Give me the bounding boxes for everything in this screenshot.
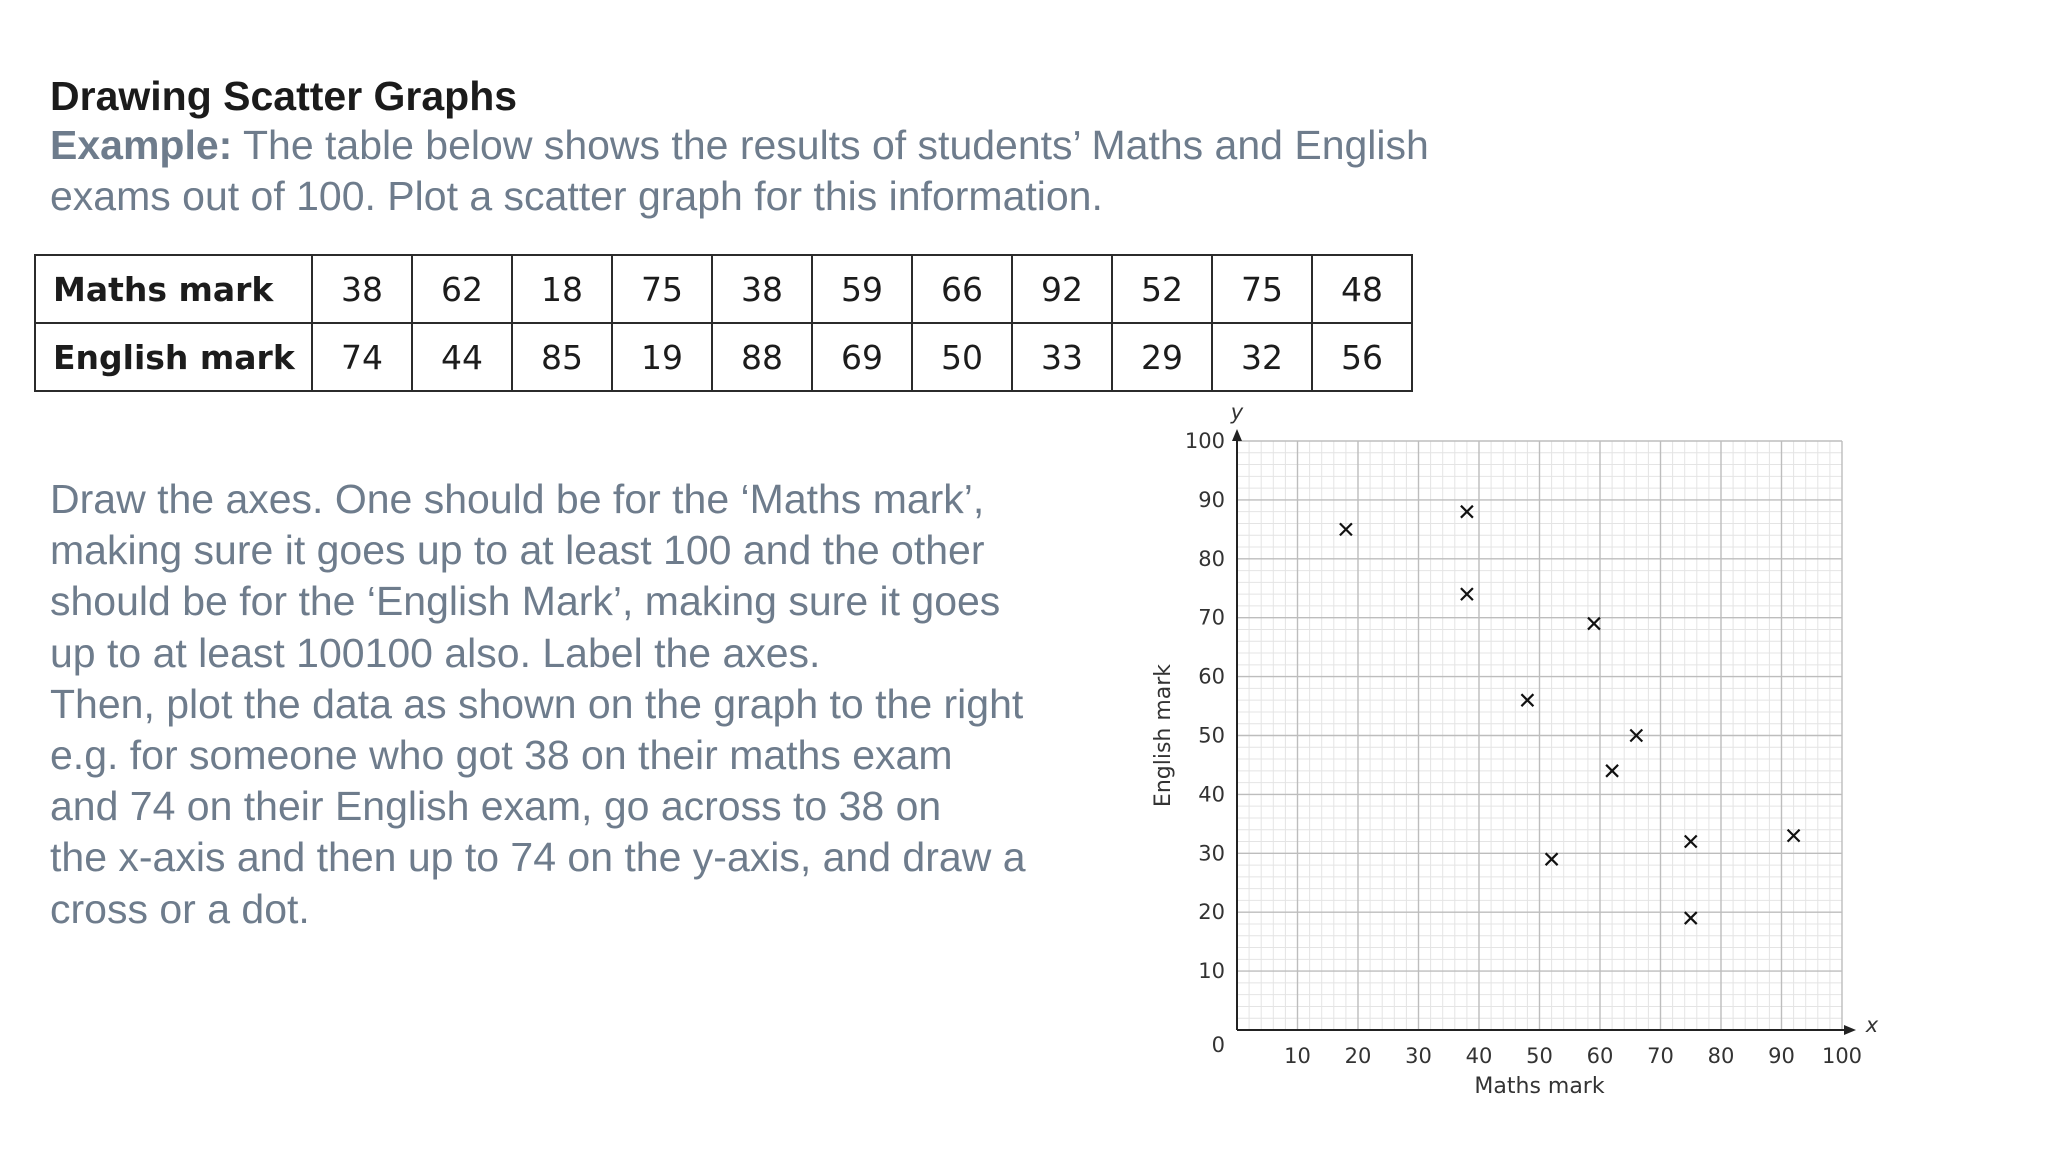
- x-tick-label: 30: [1405, 1044, 1432, 1068]
- instruction-line: up to at least 100100 also. Label the axes.: [50, 629, 821, 676]
- table-cell: 50: [912, 323, 1012, 391]
- data-point-cross: [1461, 506, 1473, 518]
- page-title: Drawing Scatter Graphs: [50, 73, 518, 119]
- y-axis-letter: y: [1230, 400, 1244, 424]
- x-tick-label: 90: [1768, 1044, 1795, 1068]
- x-tick-label: 100: [1821, 1044, 1863, 1068]
- table-cell: 66: [912, 255, 1012, 323]
- y-axis-title: English mark: [1151, 663, 1176, 808]
- table-cell: 92: [1012, 255, 1112, 323]
- table-cell: 75: [612, 255, 712, 323]
- table-cell: 59: [812, 255, 912, 323]
- data-point-cross: [1685, 912, 1697, 924]
- row-header: Maths mark: [35, 255, 312, 323]
- instruction-line: the x-axis and then up to 74 on the y-axis, and draw a: [50, 834, 1026, 881]
- table-cell: 38: [312, 255, 412, 323]
- y-tick-label: 90: [1198, 487, 1225, 512]
- data-point-cross: [1685, 836, 1697, 848]
- example-line-1: [50, 120, 1550, 171]
- table-cell: 38: [712, 255, 812, 323]
- data-point-cross: [1606, 765, 1618, 777]
- data-point-cross: [1630, 730, 1642, 742]
- x-tick-label: 40: [1465, 1044, 1493, 1068]
- table-row: [35, 323, 1412, 391]
- table-cell: 29: [1112, 323, 1212, 391]
- table-cell: 62: [412, 255, 512, 323]
- table-cell: 32: [1212, 323, 1312, 391]
- origin-label: 0: [1211, 1033, 1225, 1057]
- x-tick-label: 70: [1647, 1044, 1674, 1068]
- x-tick-label: 20: [1344, 1044, 1372, 1068]
- instruction-line: should be for the ‘English Mark’, making sure it goes: [50, 578, 1001, 625]
- table-cell: 69: [812, 323, 912, 391]
- example-line-2: exams out of 100. Plot a scatter graph for this information.: [50, 173, 1103, 219]
- instruction-line: Then, plot the data as shown on the graph to the right: [50, 680, 1024, 727]
- y-tick-label: 20: [1198, 900, 1225, 925]
- x-tick-label: 80: [1707, 1044, 1735, 1068]
- data-point-cross: [1546, 853, 1558, 865]
- data-point-cross: [1340, 523, 1352, 535]
- example-lead: Example:: [50, 122, 233, 168]
- instruction-line: cross or a dot.: [50, 885, 310, 932]
- table-cell: 33: [1012, 323, 1112, 391]
- x-axis-title: Maths mark: [1474, 1074, 1605, 1099]
- table-cell: 52: [1112, 255, 1212, 323]
- x-tick-label: 60: [1586, 1044, 1614, 1068]
- row-header: English mark: [35, 323, 312, 391]
- table-cell: 18: [512, 255, 612, 323]
- y-tick-label: 80: [1198, 546, 1225, 571]
- table-cell: 48: [1312, 255, 1412, 323]
- table-cell: 85: [512, 323, 612, 391]
- marks-table: [34, 254, 1413, 392]
- data-point-cross: [1461, 588, 1473, 600]
- instructions-paragraph: [50, 474, 1026, 935]
- y-tick-label: 10: [1198, 959, 1225, 984]
- example-text-1: The table below shows the results of students’ Maths and English: [242, 122, 1429, 168]
- table-cell: 44: [412, 323, 512, 391]
- data-point-cross: [1521, 694, 1533, 706]
- table-cell: 75: [1212, 255, 1312, 323]
- y-tick-label: 50: [1198, 723, 1225, 748]
- table-cell: 88: [712, 323, 812, 391]
- instruction-line: Draw the axes. One should be for the ‘Maths mark’,: [50, 476, 985, 522]
- table-cell: 56: [1312, 323, 1412, 391]
- y-tick-label: 30: [1198, 841, 1225, 866]
- x-tick-label: 10: [1284, 1044, 1311, 1068]
- y-axis-arrow-icon: [1232, 429, 1242, 441]
- marks-table-body: [35, 255, 1412, 391]
- x-axis-letter: x: [1865, 1013, 1879, 1037]
- y-tick-label: 70: [1198, 605, 1225, 630]
- table-row: [35, 255, 1412, 323]
- instruction-line: making sure it goes up to at least 100 and the other: [50, 527, 985, 574]
- x-tick-label: 50: [1526, 1044, 1553, 1068]
- instruction-line: e.g. for someone who got 38 on their maths exam: [50, 732, 953, 779]
- data-point-cross: [1788, 830, 1800, 842]
- instruction-line: and 74 on their English exam, go across to 38 on: [50, 783, 942, 830]
- x-axis-arrow-icon: [1844, 1025, 1856, 1035]
- table-cell: 74: [312, 323, 412, 391]
- y-tick-label: 40: [1198, 782, 1225, 807]
- y-tick-label: 60: [1198, 664, 1225, 689]
- data-point-cross: [1588, 618, 1600, 630]
- y-tick-label: 100: [1184, 429, 1225, 453]
- example-paragraph: [50, 120, 1550, 222]
- table-cell: 19: [612, 323, 712, 391]
